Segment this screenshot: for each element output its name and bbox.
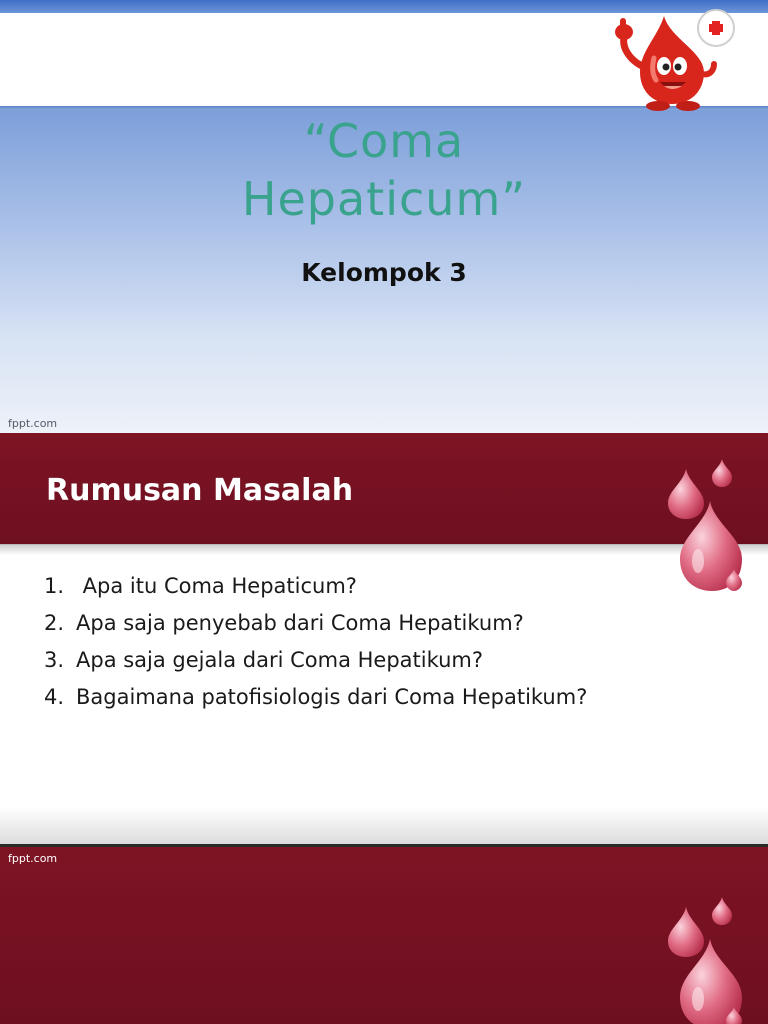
list-number: 2. bbox=[44, 611, 65, 635]
band-shine bbox=[0, 545, 768, 555]
list-number: 4. bbox=[44, 685, 65, 709]
list-text: Apa saja penyebab dari Coma Hepatikum? bbox=[76, 611, 524, 635]
blood-drop-mascot-icon bbox=[606, 8, 746, 112]
slide-next bbox=[0, 847, 768, 1024]
list-text: Apa saja gejala dari Coma Hepatikum? bbox=[76, 648, 484, 672]
list-item bbox=[44, 682, 587, 719]
slide-background bbox=[0, 847, 768, 1024]
list-item bbox=[44, 645, 587, 682]
list-number: 3. bbox=[44, 648, 65, 672]
slide-title bbox=[0, 0, 768, 433]
blood-drops-icon bbox=[664, 457, 746, 597]
section-heading: Rumusan Masalah bbox=[46, 473, 354, 508]
subtitle: Kelompok 3 bbox=[301, 258, 467, 287]
bottom-fade bbox=[0, 807, 768, 847]
list-text: Apa itu Coma Hepaticum? bbox=[76, 574, 357, 598]
question-list bbox=[44, 571, 587, 719]
list-item bbox=[44, 571, 587, 608]
brand-watermark: fppt.com bbox=[8, 852, 58, 865]
title-line-2: Hepaticum” bbox=[241, 172, 527, 226]
list-text: Bagaimana patofisiologis dari Coma Hepatikum? bbox=[76, 685, 588, 709]
slide-problem-statement bbox=[0, 433, 768, 847]
list-item bbox=[44, 608, 587, 645]
list-number: 1. bbox=[44, 574, 65, 598]
slide-title-text bbox=[0, 112, 768, 228]
brand-watermark: fppt.com bbox=[8, 417, 58, 430]
blood-drops-icon bbox=[664, 895, 746, 1024]
title-line-1: “Coma bbox=[303, 114, 465, 168]
